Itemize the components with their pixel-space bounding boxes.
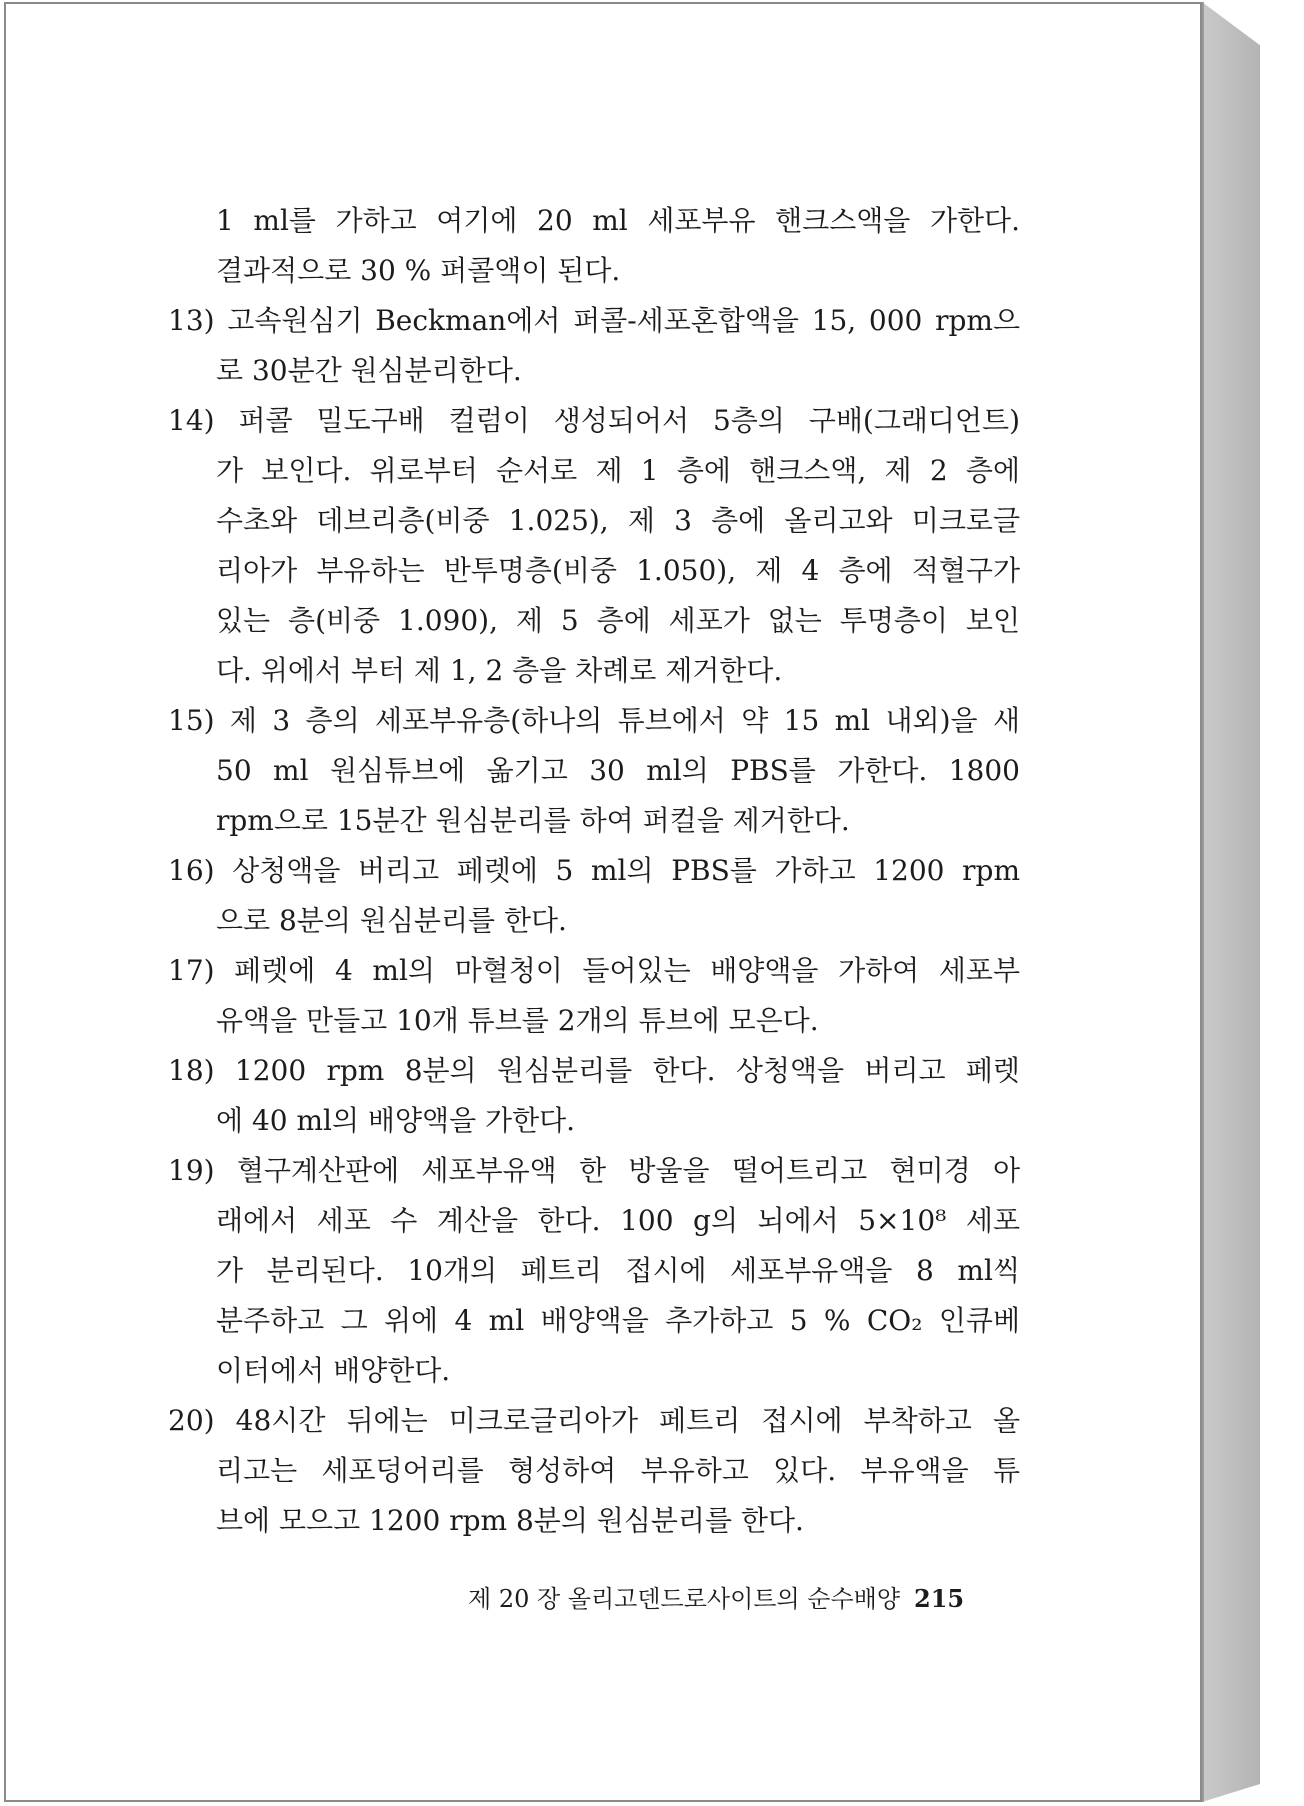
spine-edge <box>1202 2 1204 1802</box>
list-item-15: 15) 제 3 층의 세포부유층(하나의 튜브에서 약 15 ml 내외)을 새 <box>168 704 1020 737</box>
text-line: 래에서 세포 수 계산을 한다. 100 g의 뇌에서 5×10⁸ 세포 <box>216 1204 1020 1237</box>
list-item-17: 17) 페렛에 4 ml의 마혈청이 들어있는 배양액을 가하여 세포부 <box>168 954 1020 987</box>
text-line: 브에 모으고 1200 rpm 8분의 원심분리를 한다. <box>216 1504 804 1537</box>
text-line: 가 보인다. 위로부터 순서로 제 1 층에 핸크스액, 제 2 층에 <box>216 454 1020 487</box>
text-line: 이터에서 배양한다. <box>216 1354 451 1387</box>
chapter-title: 제 20 장 올리고덴드로사이트의 순수배양 <box>468 1585 900 1613</box>
text-line: 수초와 데브리층(비중 1.025), 제 3 층에 올리고와 미크로글 <box>216 504 1020 537</box>
book-spine <box>1202 2 1260 1802</box>
text-line: 분주하고 그 위에 4 ml 배양액을 추가하고 5 % CO₂ 인큐베 <box>216 1304 1020 1337</box>
list-item-13: 13) 고속원심기 Beckman에서 퍼콜-세포혼합액을 15, 000 rpm으 <box>168 304 1020 337</box>
text-line: 로 30분간 원심분리한다. <box>216 354 522 387</box>
text-line: 으로 8분의 원심분리를 한다. <box>216 904 567 937</box>
text-line: 50 ml 원심튜브에 옮기고 30 ml의 PBS를 가한다. 1800 <box>216 754 1020 787</box>
list-item-16: 16) 상청액을 버리고 페렛에 5 ml의 PBS를 가하고 1200 rpm <box>168 854 1020 887</box>
list-item-14: 14) 퍼콜 밀도구배 컬럼이 생성되어서 5층의 구배(그래디언트) <box>168 404 1020 437</box>
list-item-18: 18) 1200 rpm 8분의 원심분리를 한다. 상청액을 버리고 페렛 <box>168 1054 1020 1087</box>
page-body-text <box>168 196 1020 1546</box>
page-number: 215 <box>914 1584 965 1613</box>
text-line: 1 ml를 가하고 여기에 20 ml 세포부유 핸크스액을 가한다. <box>216 204 1020 237</box>
list-item-20: 20) 48시간 뒤에는 미크로글리아가 페트리 접시에 부착하고 올 <box>168 1404 1020 1437</box>
text-line: 에 40 ml의 배양액을 가한다. <box>216 1104 576 1137</box>
text-line: rpm으로 15분간 원심분리를 하여 퍼컬을 제거한다. <box>216 804 850 837</box>
text-line: 리아가 부유하는 반투명층(비중 1.050), 제 4 층에 적혈구가 <box>216 554 1020 587</box>
list-item-19: 19) 혈구계산판에 세포부유액 한 방울을 떨어트리고 현미경 아 <box>168 1154 1020 1187</box>
text-line: 있는 층(비중 1.090), 제 5 층에 세포가 없는 투명층이 보인 <box>216 604 1020 637</box>
text-line: 리고는 세포덩어리를 형성하여 부유하고 있다. 부유액을 튜 <box>216 1454 1020 1487</box>
text-line: 다. 위에서 부터 제 1, 2 층을 차례로 제거한다. <box>216 654 783 687</box>
running-footer <box>468 1582 988 1616</box>
text-line: 결과적으로 30 % 퍼콜액이 된다. <box>216 254 621 287</box>
text-line: 가 분리된다. 10개의 페트리 접시에 세포부유액을 8 ml씩 <box>216 1254 1020 1287</box>
text-line: 유액을 만들고 10개 튜브를 2개의 튜브에 모은다. <box>216 1004 819 1037</box>
